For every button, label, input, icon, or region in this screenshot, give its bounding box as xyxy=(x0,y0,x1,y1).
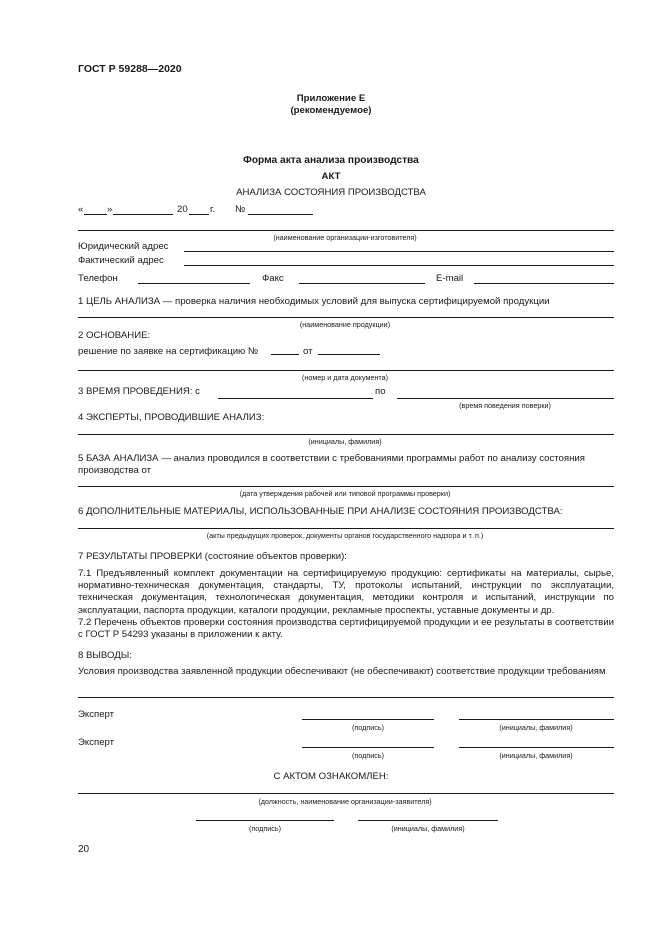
program-date-caption: (дата утверждения рабочей или типовой программы проверки) xyxy=(239,489,451,498)
phone-field[interactable] xyxy=(138,283,250,284)
organization-caption: (наименование организации-изготовителя) xyxy=(273,233,417,242)
legal-address-label: Юридический адрес xyxy=(78,241,169,252)
section-2-basis: 2 ОСНОВАНИЕ: xyxy=(78,330,151,341)
decision-label: решение по заявке на сертификацию № xyxy=(78,346,259,357)
applicant-position-caption: (должность, наименование организации-заявителя) xyxy=(258,797,432,806)
date-month-field[interactable] xyxy=(113,214,173,215)
appendix-title: Приложение Е xyxy=(296,93,366,104)
section-5-basis-line2: производства от xyxy=(78,465,152,476)
section-7-1-text: 7.1 Предъявленный комплект документации на сертифицируемую продукцию: сертификаты на материалы, сырье, нормативно-техническая документация, стандарты, ТУ, протоколы испытаний, инструкции по эксплуатации, техническая документация, технологическая документация, методики контроля и испытаний, инструкции по эксплуатации, паспорта продукции, каталоги продукции, рекламные проспекты, уставные документы и др. xyxy=(78,568,614,616)
section-1-purpose: 1 ЦЕЛЬ АНАЛИЗА — проверка наличия необходимых условий для выпуска сертифицируемой продукции xyxy=(78,296,550,307)
legal-address-field[interactable] xyxy=(184,251,614,252)
act-subtitle: АНАЛИЗА СОСТОЯНИЯ ПРОИЗВОДСТВА xyxy=(236,187,426,198)
materials-field[interactable] xyxy=(78,528,614,529)
date-close-quote: » xyxy=(107,204,113,215)
expert-2-signature-field[interactable] xyxy=(302,747,434,748)
time-to-field[interactable] xyxy=(397,398,614,399)
fax-label: Факс xyxy=(262,273,284,284)
materials-caption: (акты предыдущих проверок, документы органов государственного надзора и т. п.) xyxy=(206,531,484,540)
email-label: E-mail xyxy=(436,273,464,284)
actual-address-field[interactable] xyxy=(184,265,614,266)
standard-number: ГОСТ Р 59288—2020 xyxy=(78,63,182,75)
time-caption: (время поведения поверки) xyxy=(459,401,551,410)
applicant-name-field[interactable] xyxy=(358,820,498,821)
section-5-basis-line1: 5 БАЗА АНАЛИЗА — анализ проводился в соответствии с требованиями программы работ по анализу состояния xyxy=(78,453,585,464)
acquainted-title: С АКТОМ ОЗНАКОМЛЕН: xyxy=(273,771,389,782)
act-title: АКТ xyxy=(321,171,341,182)
expert-1-label: Эксперт xyxy=(78,709,115,720)
page-number: 20 xyxy=(78,844,90,855)
time-to-label: по xyxy=(375,386,386,397)
date-year-field[interactable] xyxy=(189,214,209,215)
expert-1-signature-caption: (подпись) xyxy=(352,723,384,732)
fax-field[interactable] xyxy=(299,283,425,284)
expert-1-name-caption: (инициалы, фамилия) xyxy=(499,723,573,732)
actual-address-label: Фактический адрес xyxy=(78,255,164,266)
decision-date-field[interactable] xyxy=(318,354,380,355)
appendix-subtitle: (рекомендуемое) xyxy=(290,105,372,116)
section-7-results: 7 РЕЗУЛЬТАТЫ ПРОВЕРКИ (состояние объектов проверки): xyxy=(78,551,347,562)
experts-caption: (инициалы, фамилия) xyxy=(308,437,382,446)
expert-2-name-caption: (инициалы, фамилия) xyxy=(499,751,573,760)
section-8-text: Условия производства заявленной продукции обеспечивают (не обеспечивают) соответствие продукции требованиям xyxy=(78,666,606,677)
expert-1-name-field[interactable] xyxy=(459,719,614,720)
section-6-materials: 6 ДОПОЛНИТЕЛЬНЫЕ МАТЕРИАЛЫ, ИСПОЛЬЗОВАННЫЕ ПРИ АНАЛИЗЕ СОСТОЯНИЯ ПРОИЗВОДСТВА: xyxy=(78,506,563,517)
applicant-signature-field[interactable] xyxy=(196,820,334,821)
program-date-field[interactable] xyxy=(78,486,614,487)
applicant-position-field[interactable] xyxy=(78,793,614,794)
expert-2-name-field[interactable] xyxy=(459,747,614,748)
applicant-name-caption: (инициалы, фамилия) xyxy=(391,824,465,833)
applicant-signature-caption: (подпись) xyxy=(249,824,281,833)
date-open-quote: « xyxy=(78,204,84,215)
organization-field[interactable] xyxy=(78,230,614,231)
form-title: Форма акта анализа производства xyxy=(243,155,419,166)
section-3-time: 3 ВРЕМЯ ПРОВЕДЕНИЯ: с xyxy=(78,386,200,397)
document-field[interactable] xyxy=(78,370,614,371)
expert-2-label: Эксперт xyxy=(78,737,115,748)
date-year-prefix: 20 xyxy=(177,204,188,215)
act-number-field[interactable] xyxy=(248,214,313,215)
date-year-suffix: г. xyxy=(210,204,215,215)
email-field[interactable] xyxy=(474,283,614,284)
product-name-field[interactable] xyxy=(78,317,614,318)
expert-1-signature-field[interactable] xyxy=(302,719,434,720)
application-number-field[interactable] xyxy=(271,354,299,355)
product-name-caption: (наименование продукции) xyxy=(299,320,391,329)
section-4-experts: 4 ЭКСПЕРТЫ, ПРОВОДИВШИЕ АНАЛИЗ: xyxy=(78,412,265,423)
section-8-conclusions: 8 ВЫВОДЫ: xyxy=(78,650,132,661)
experts-field[interactable] xyxy=(78,434,614,435)
document-caption: (номер и дата документа) xyxy=(302,373,388,382)
decision-from-label: от xyxy=(303,346,313,357)
phone-label: Телефон xyxy=(78,273,118,284)
date-day-field[interactable] xyxy=(84,214,107,215)
section-7-2-text: 7.2 Перечень объектов проверки состояния производства сертифицируемой продукции и ее результаты в соответствии с ГОСТ Р 54293 указаны в приложении к акту. xyxy=(78,617,614,641)
number-label: № xyxy=(235,204,246,215)
conclusions-field[interactable] xyxy=(78,697,614,698)
time-from-field[interactable] xyxy=(218,398,373,399)
expert-2-signature-caption: (подпись) xyxy=(352,751,384,760)
